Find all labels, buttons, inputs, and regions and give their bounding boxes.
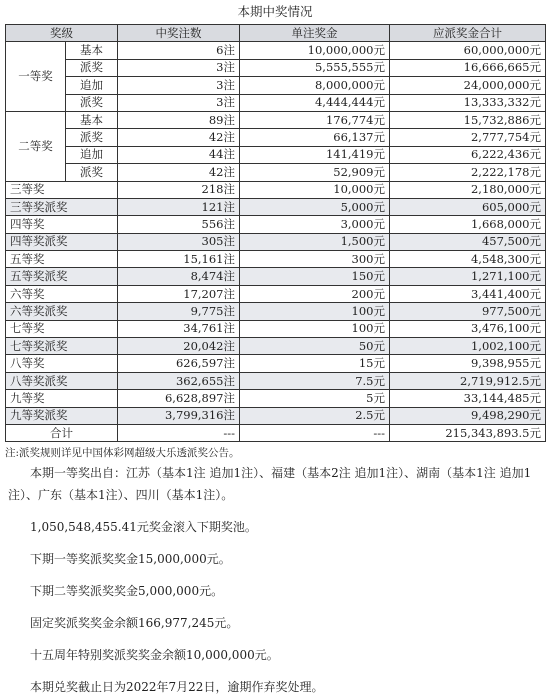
header-total-prize: 应派奖金合计 bbox=[390, 25, 546, 42]
total-prize-cell: 1,668,000元 bbox=[390, 216, 546, 233]
sub-grade: 派奖 bbox=[66, 129, 118, 146]
count-cell: 121注 bbox=[118, 198, 240, 215]
total-prize-cell: 15,732,886元 bbox=[390, 111, 546, 128]
total-prize-cell: 9,398,955元 bbox=[390, 355, 546, 372]
sub-grade: 基本 bbox=[66, 111, 118, 128]
unit-prize-cell: 200元 bbox=[240, 285, 390, 302]
grade-cell: 七等奖派奖 bbox=[6, 338, 118, 355]
unit-prize-cell: 300元 bbox=[240, 251, 390, 268]
grade-cell: 五等奖 bbox=[6, 251, 118, 268]
table-row bbox=[6, 268, 546, 285]
total-prize-cell: 4,548,300元 bbox=[390, 251, 546, 268]
grade-cell: 九等奖派奖 bbox=[6, 407, 118, 424]
grade-cell: 八等奖派奖 bbox=[6, 372, 118, 389]
total-count: --- bbox=[118, 424, 240, 441]
table-row bbox=[6, 111, 546, 128]
grade-cell: 四等奖派奖 bbox=[6, 233, 118, 250]
sub-grade: 派奖 bbox=[66, 94, 118, 111]
grade-cell: 七等奖 bbox=[6, 320, 118, 337]
table-row bbox=[6, 355, 546, 372]
rollover-note: 1,050,548,455.41元奖金滚入下期奖池。 bbox=[30, 520, 257, 535]
count-cell: 42注 bbox=[118, 164, 240, 181]
announcement-notes bbox=[0, 462, 550, 698]
total-prize-cell: 2,222,178元 bbox=[390, 164, 546, 181]
count-cell: 17,207注 bbox=[118, 285, 240, 302]
count-cell: 305注 bbox=[118, 233, 240, 250]
grade-first-prize: 一等奖 bbox=[6, 42, 66, 112]
grade-cell: 八等奖 bbox=[6, 355, 118, 372]
total-unit: --- bbox=[240, 424, 390, 441]
total-prize-cell: 1,271,100元 bbox=[390, 268, 546, 285]
table-footnote: 注:派奖规则详见中国体彩网超级大乐透派奖公告。 bbox=[5, 447, 240, 460]
grade-cell: 六等奖 bbox=[6, 285, 118, 302]
unit-prize-cell: 4,444,444元 bbox=[240, 94, 390, 111]
count-cell: 3,799,316注 bbox=[118, 407, 240, 424]
anniversary-balance-note: 十五周年特别奖派奖奖金余额10,000,000元。 bbox=[30, 648, 279, 663]
unit-prize-cell: 150元 bbox=[240, 268, 390, 285]
count-cell: 626,597注 bbox=[118, 355, 240, 372]
sub-grade: 派奖 bbox=[66, 59, 118, 76]
table-row bbox=[6, 233, 546, 250]
count-cell: 6注 bbox=[118, 42, 240, 59]
total-prize-cell: 2,719,912.5元 bbox=[390, 372, 546, 389]
sub-grade: 基本 bbox=[66, 42, 118, 59]
unit-prize-cell: 5元 bbox=[240, 390, 390, 407]
grade-cell: 五等奖派奖 bbox=[6, 268, 118, 285]
table-row bbox=[6, 303, 546, 320]
total-prize-cell: 16,666,665元 bbox=[390, 59, 546, 76]
unit-prize-cell: 100元 bbox=[240, 320, 390, 337]
unit-prize-cell: 7.5元 bbox=[240, 372, 390, 389]
table-row bbox=[6, 164, 546, 181]
count-cell: 20,042注 bbox=[118, 338, 240, 355]
table-header-row bbox=[6, 25, 546, 42]
table-row bbox=[6, 94, 546, 111]
table-row bbox=[6, 407, 546, 424]
total-row bbox=[6, 424, 546, 441]
count-cell: 6,628,897注 bbox=[118, 390, 240, 407]
count-cell: 8,474注 bbox=[118, 268, 240, 285]
table-row bbox=[6, 42, 546, 59]
total-prize-cell: 2,180,000元 bbox=[390, 181, 546, 198]
table-row bbox=[6, 251, 546, 268]
count-cell: 9,775注 bbox=[118, 303, 240, 320]
table-row bbox=[6, 390, 546, 407]
total-label: 合计 bbox=[6, 424, 118, 441]
grade-cell: 六等奖派奖 bbox=[6, 303, 118, 320]
unit-prize-cell: 66,137元 bbox=[240, 129, 390, 146]
next-first-prize-bonus-note: 下期一等奖派奖奖金15,000,000元。 bbox=[30, 552, 231, 567]
header-count: 中奖注数 bbox=[118, 25, 240, 42]
page-title: 本期中奖情况 bbox=[237, 4, 313, 19]
unit-prize-cell: 10,000,000元 bbox=[240, 42, 390, 59]
total-prize-cell: 24,000,000元 bbox=[390, 77, 546, 94]
total-prize-cell: 6,222,436元 bbox=[390, 146, 546, 163]
sub-grade: 追加 bbox=[66, 146, 118, 163]
table-row bbox=[6, 129, 546, 146]
unit-prize-cell: 50元 bbox=[240, 338, 390, 355]
table-row bbox=[6, 181, 546, 198]
unit-prize-cell: 2.5元 bbox=[240, 407, 390, 424]
total-prize-cell: 3,476,100元 bbox=[390, 320, 546, 337]
unit-prize-cell: 176,774元 bbox=[240, 111, 390, 128]
unit-prize-cell: 5,000元 bbox=[240, 198, 390, 215]
unit-prize-cell: 1,500元 bbox=[240, 233, 390, 250]
total-prize-cell: 977,500元 bbox=[390, 303, 546, 320]
sub-grade: 追加 bbox=[66, 77, 118, 94]
count-cell: 89注 bbox=[118, 111, 240, 128]
count-cell: 15,161注 bbox=[118, 251, 240, 268]
count-cell: 42注 bbox=[118, 129, 240, 146]
grade-cell: 三等奖 bbox=[6, 181, 118, 198]
count-cell: 34,761注 bbox=[118, 320, 240, 337]
total-prize-cell: 33,144,485元 bbox=[390, 390, 546, 407]
total-prize-cell: 2,777,754元 bbox=[390, 129, 546, 146]
count-cell: 362,655注 bbox=[118, 372, 240, 389]
grade-cell: 九等奖 bbox=[6, 390, 118, 407]
unit-prize-cell: 10,000元 bbox=[240, 181, 390, 198]
unit-prize-cell: 15元 bbox=[240, 355, 390, 372]
total-prize-cell: 1,002,100元 bbox=[390, 338, 546, 355]
total-prize-cell: 13,333,332元 bbox=[390, 94, 546, 111]
redemption-deadline-note: 本期兑奖截止日为2022年7月22日，逾期作弃奖处理。 bbox=[30, 680, 324, 695]
table-row bbox=[6, 216, 546, 233]
table-row bbox=[6, 372, 546, 389]
grade-cell: 三等奖派奖 bbox=[6, 198, 118, 215]
table-row bbox=[6, 338, 546, 355]
count-cell: 556注 bbox=[118, 216, 240, 233]
unit-prize-cell: 52,909元 bbox=[240, 164, 390, 181]
count-cell: 3注 bbox=[118, 59, 240, 76]
table-row bbox=[6, 198, 546, 215]
table-row bbox=[6, 77, 546, 94]
unit-prize-cell: 3,000元 bbox=[240, 216, 390, 233]
total-prize-cell: 60,000,000元 bbox=[390, 42, 546, 59]
prize-table bbox=[5, 24, 546, 442]
total-sum: 215,343,893.5元 bbox=[390, 424, 546, 441]
count-cell: 218注 bbox=[118, 181, 240, 198]
other-prize-rows bbox=[6, 181, 546, 424]
unit-prize-cell: 8,000,000元 bbox=[240, 77, 390, 94]
unit-prize-cell: 141,419元 bbox=[240, 146, 390, 163]
first-prize-origin-note: 本期一等奖出自：江苏（基本1注 追加1注）、福建（基本2注 追加1注）、湖南（基本1注 追加1注）、广东（基本1注）、四川（基本1注）。 bbox=[8, 466, 532, 503]
total-prize-cell: 9,498,290元 bbox=[390, 407, 546, 424]
unit-prize-cell: 5,555,555元 bbox=[240, 59, 390, 76]
count-cell: 3注 bbox=[118, 94, 240, 111]
count-cell: 44注 bbox=[118, 146, 240, 163]
total-prize-cell: 457,500元 bbox=[390, 233, 546, 250]
sub-grade: 派奖 bbox=[66, 164, 118, 181]
table-row bbox=[6, 320, 546, 337]
header-unit-prize: 单注奖金 bbox=[240, 25, 390, 42]
table-row bbox=[6, 59, 546, 76]
fixed-prize-balance-note: 固定奖派奖奖金余额166,977,245元。 bbox=[30, 616, 239, 631]
unit-prize-cell: 100元 bbox=[240, 303, 390, 320]
total-prize-cell: 3,441,400元 bbox=[390, 285, 546, 302]
grade-second-prize: 二等奖 bbox=[6, 111, 66, 181]
next-second-prize-bonus-note: 下期二等奖派奖奖金5,000,000元。 bbox=[30, 584, 224, 599]
table-row bbox=[6, 146, 546, 163]
total-prize-cell: 605,000元 bbox=[390, 198, 546, 215]
table-row bbox=[6, 285, 546, 302]
count-cell: 3注 bbox=[118, 77, 240, 94]
header-grade: 奖级 bbox=[6, 25, 118, 42]
grade-cell: 四等奖 bbox=[6, 216, 118, 233]
